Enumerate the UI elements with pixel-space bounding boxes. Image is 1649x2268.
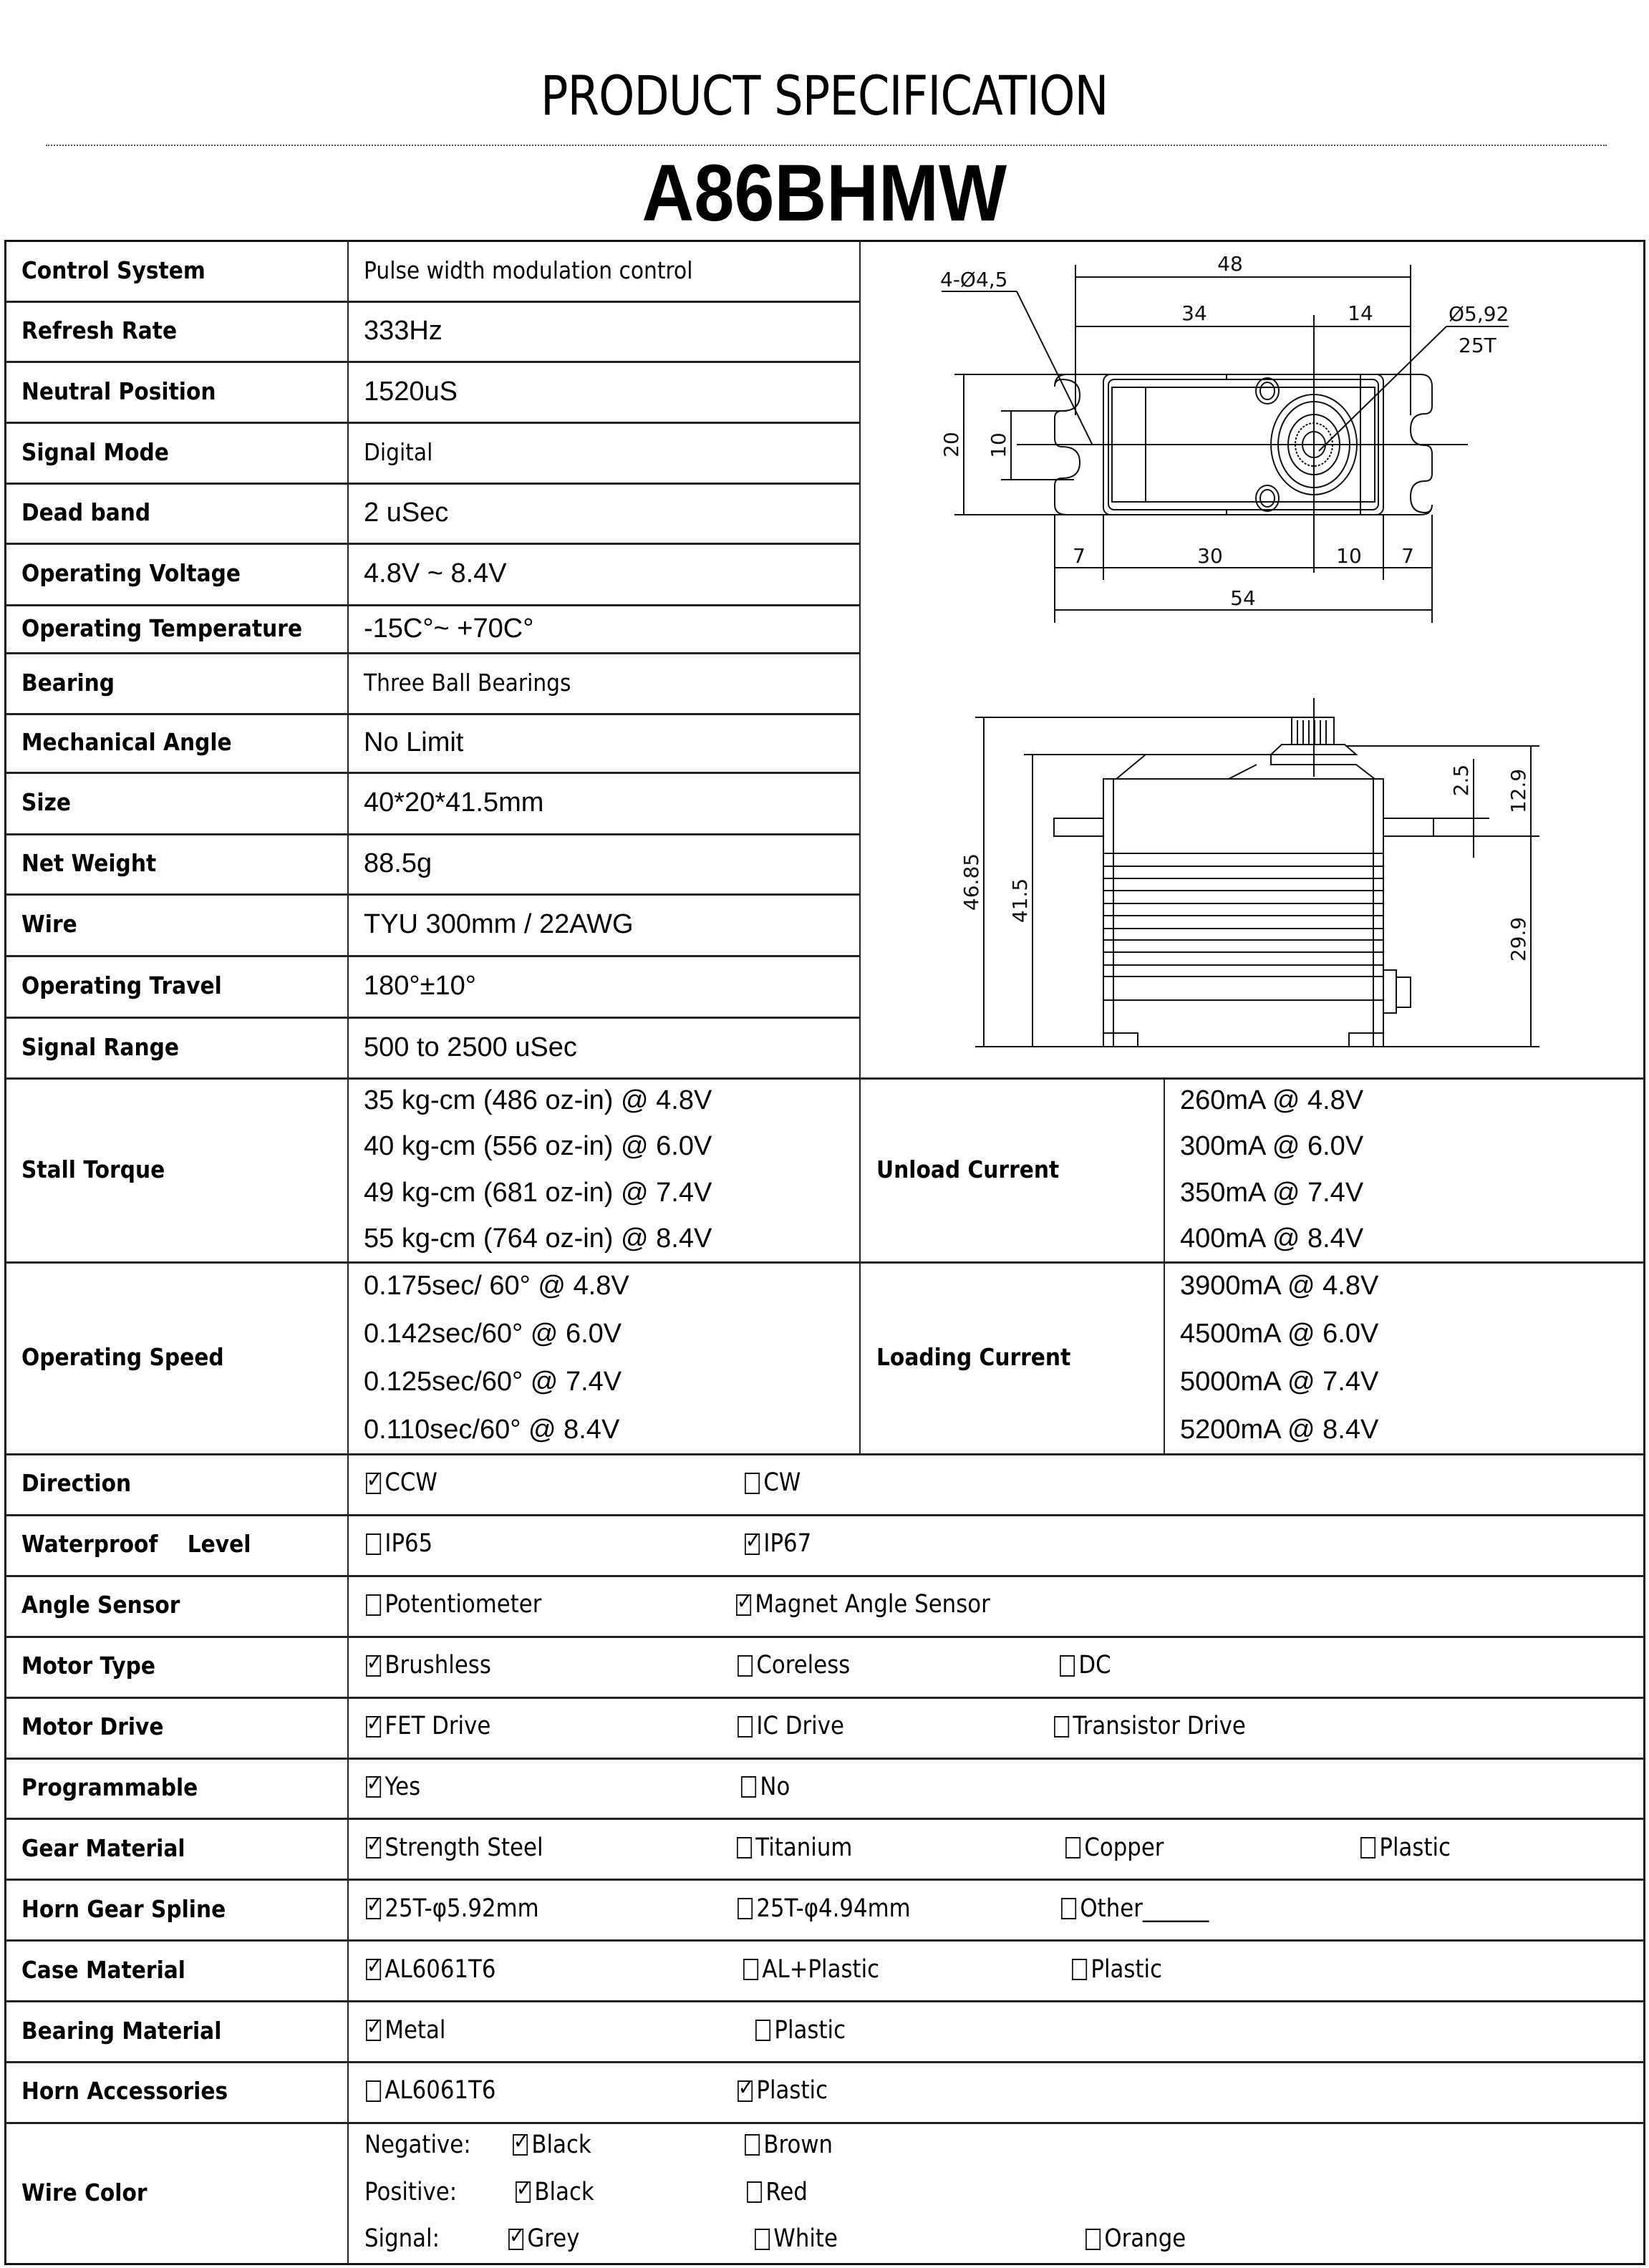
option-choice-text: Brushless [385,1651,491,1680]
row-divider [6,2061,1644,2063]
row-divider [6,833,859,835]
spec-label: Operating Voltage [21,559,241,587]
checkbox-icon[interactable] [747,2181,762,2203]
option-label: Gear Material [21,1833,185,1862]
checkbox-icon[interactable] [1085,2229,1101,2250]
dim-34: 34 [1181,301,1207,325]
option-choice-text: Plastic [756,2076,828,2105]
spec-label: Neutral Position [21,377,216,405]
row-divider [6,1453,1644,1455]
loading-current-value: 5000mA @ 7.4V [1180,1366,1379,1397]
spec-value: 180°±10° [364,971,476,1001]
option-choice[interactable] [738,1896,911,1922]
row-divider [6,713,859,715]
checkbox-icon[interactable] [1060,1655,1075,1677]
checked-checkbox-icon[interactable] [366,1837,381,1858]
wire-color-choice[interactable] [513,2130,591,2159]
dim-29-9: 29.9 [1507,916,1530,962]
wire-color-choice[interactable] [755,2226,838,2252]
operating-speed-label: Operating Speed [21,1343,224,1371]
dim-7-left: 7 [1073,544,1085,568]
checkbox-icon[interactable] [738,1898,753,1919]
option-choice-text: IP67 [763,1529,812,1559]
option-choice[interactable] [366,1833,543,1862]
option-choice-text: No [760,1772,790,1801]
wire-color-choice-text: Red [765,2177,808,2206]
wire-color-choice-text: Black [531,2130,591,2159]
wire-color-choice[interactable] [516,2177,594,2206]
row-divider [6,772,859,774]
operating-speed-value: 0.142sec/60° @ 6.0V [364,1318,622,1349]
spec-label: Size [21,788,72,816]
option-choice-text: Other______ [1080,1894,1209,1923]
option-choice-text: AL6061T6 [385,1954,496,1984]
option-choice-text: AL6061T6 [385,2076,496,2105]
option-choice-text: DC [1078,1651,1111,1680]
spec-label: Bearing [21,668,115,697]
spec-value: -15C°~ +70C° [364,613,534,644]
operating-speed-value: 0.110sec/60° @ 8.4V [364,1414,620,1445]
option-label: Waterproof Level [21,1530,251,1559]
option-choice[interactable] [1065,1833,1164,1862]
option-label: Motor Drive [21,1712,164,1741]
unload-current-value: 350mA @ 7.4V [1180,1177,1364,1208]
unload-current-value: 400mA @ 8.4V [1180,1223,1364,1254]
dim-spline: Ø5,92 [1449,302,1509,326]
stall-torque-label: Stall Torque [21,1155,165,1183]
document-title: PRODUCT SPECIFICATION [540,64,1108,127]
spec-label: Mechanical Angle [21,728,232,756]
checkbox-icon[interactable] [737,1837,752,1858]
option-choice[interactable] [738,2078,828,2103]
spec-label: Refresh Rate [21,316,178,344]
checkbox-icon[interactable] [743,1959,758,1980]
unload-current-label: Unload Current [876,1155,1060,1183]
option-choice[interactable] [366,1896,539,1922]
wire-color-choice-text: Brown [763,2130,833,2159]
option-label: Programmable [21,1773,198,1801]
dim-mount-hole: 4-Ø4,5 [940,268,1008,291]
loading-current-label: Loading Current [876,1343,1071,1371]
spec-value: Digital [364,437,433,466]
option-choice[interactable] [366,1714,490,1739]
option-choice[interactable] [1060,1653,1111,1678]
option-choice-text: Titanium [755,1833,853,1862]
option-choice-text: Magnet Angle Sensor [755,1590,990,1619]
row-divider [6,652,859,654]
option-choice-text: Transistor Drive [1073,1712,1246,1741]
row-divider [6,1758,1644,1760]
checkbox-icon[interactable] [745,1473,760,1494]
row-divider [6,1939,1644,1942]
option-choice-text: Coreless [756,1651,851,1680]
checkbox-icon[interactable] [1054,1716,1069,1738]
checked-checkbox-icon[interactable] [366,1716,381,1738]
spec-value: 1520uS [364,376,458,407]
option-choice[interactable] [737,1833,853,1862]
checked-checkbox-icon[interactable] [736,1594,751,1616]
dim-46-85: 46.85 [959,853,983,911]
stall-torque-value: 55 kg-cm (764 oz-in) @ 8.4V [364,1223,712,1254]
option-choice-text: 25T-φ4.94mm [756,1894,911,1923]
row-divider [6,1879,1644,1881]
spec-label: Control System [21,256,205,284]
option-choice[interactable] [755,2015,846,2045]
option-choice[interactable] [366,1653,491,1678]
wire-color-choice-text: Grey [527,2224,580,2254]
row-divider [6,301,859,303]
checkbox-icon[interactable] [741,1776,756,1798]
loading-current-value: 5200mA @ 8.4V [1180,1414,1379,1445]
option-choice[interactable] [741,1772,790,1801]
checked-checkbox-icon[interactable] [366,1655,381,1677]
checked-checkbox-icon[interactable] [516,2181,531,2203]
operating-speed-value: 0.175sec/ 60° @ 4.8V [364,1270,629,1301]
dim-2-5: 2.5 [1449,764,1473,797]
checked-checkbox-icon[interactable] [366,1473,381,1494]
servo-dimension-drawing [0,0,1649,1081]
option-choice[interactable] [1360,1833,1451,1862]
checkbox-icon[interactable] [1360,1837,1375,1858]
loading-current-value: 4500mA @ 6.0V [1180,1318,1379,1349]
option-choice[interactable] [1072,1954,1163,1984]
option-label: Bearing Material [21,2016,222,2045]
option-choice-text: IP65 [385,1529,433,1559]
spec-value: Three Ball Bearings [364,668,571,697]
dim-spline-teeth: 25T [1459,334,1496,357]
wire-role-label: Signal: [364,2224,440,2254]
row-divider [6,1514,1644,1516]
option-choice-text: Plastic [1091,1954,1163,1984]
option-choice[interactable] [366,1954,496,1984]
checkbox-icon[interactable] [755,2020,770,2041]
option-choice[interactable] [738,1714,844,1739]
checked-checkbox-icon[interactable] [366,1898,381,1919]
option-choice-text: Strength Steel [385,1833,543,1862]
dim-48: 48 [1217,252,1243,276]
checked-checkbox-icon[interactable] [366,1776,381,1798]
option-choice[interactable] [366,2078,495,2103]
cooling-fin [1103,952,1383,965]
unload-current-value: 300mA @ 6.0V [1180,1131,1364,1162]
stall-torque-value: 35 kg-cm (486 oz-in) @ 4.8V [364,1085,712,1116]
option-choice-text: Plastic [1379,1833,1451,1862]
option-choice-text: CW [763,1468,801,1498]
operating-speed-value: 0.125sec/60° @ 7.4V [364,1366,622,1397]
spec-label: Signal Range [21,1032,180,1061]
checked-checkbox-icon[interactable] [366,1959,381,1980]
checkbox-icon[interactable] [1065,1837,1080,1858]
dim-12-9: 12.9 [1507,768,1530,814]
wire-color-choice[interactable] [745,2130,833,2159]
option-choice[interactable] [736,1592,990,1617]
option-choice-text: FET Drive [385,1712,491,1741]
row-divider [6,2000,1644,2002]
wire-role-label: Negative: [364,2130,471,2159]
stall-torque-value: 49 kg-cm (681 oz-in) @ 7.4V [364,1177,712,1208]
unload-current-value: 260mA @ 4.8V [1180,1085,1364,1116]
checkbox-icon[interactable] [755,2229,770,2250]
option-choice-text: Plastic [774,2015,846,2045]
spec-label: Net Weight [21,849,157,877]
spec-label: Dead band [21,498,151,526]
checkbox-icon[interactable] [366,1533,381,1555]
row-divider [6,1818,1644,1820]
cooling-fin [1103,878,1383,891]
dim-10: 10 [987,432,1010,458]
wire-color-choice-text: White [773,2224,838,2254]
spec-value: 4.8V ~ 8.4V [364,558,507,588]
option-choice[interactable] [366,2015,446,2045]
dim-54: 54 [1230,586,1256,610]
row-divider [6,483,859,485]
checkbox-icon[interactable] [738,1655,753,1677]
row-divider [6,543,859,545]
checked-checkbox-icon[interactable] [513,2134,528,2156]
row-divider [6,1697,1644,1699]
spec-value: 88.5g [364,848,432,878]
option-choice-text: IC Drive [756,1712,844,1741]
spec-value: No Limit [364,727,464,757]
option-choice-text: 25T-φ5.92mm [385,1894,539,1923]
spec-value: 500 to 2500 uSec [364,1032,577,1062]
row-divider [6,422,859,424]
row-divider [6,1077,1644,1080]
wire-color-choice[interactable] [1085,2226,1186,2252]
checked-checkbox-icon[interactable] [738,2080,753,2102]
wire-color-choice[interactable] [508,2226,579,2252]
option-choice[interactable] [366,1529,433,1559]
checked-checkbox-icon[interactable] [508,2229,523,2250]
cooling-fin [1103,903,1383,916]
dim-14: 14 [1348,301,1373,325]
option-choice-text: Metal [385,2015,446,2045]
dim-7-right: 7 [1401,544,1414,568]
option-choice-text: CCW [385,1468,437,1498]
option-choice[interactable] [366,1592,541,1617]
option-label: Motor Type [21,1652,156,1680]
model-number: A86BHMW [642,148,1007,238]
dim-10-bottom: 10 [1336,544,1362,568]
option-label: Direction [21,1469,132,1498]
dim-30: 30 [1197,544,1223,568]
row-divider [6,1261,1644,1264]
option-choice[interactable] [1061,1896,1209,1922]
row-divider [6,361,859,363]
option-choice[interactable] [366,1772,421,1801]
wire-color-choice-text: Orange [1104,2224,1186,2254]
row-divider [6,1017,859,1019]
option-choice-text: AL+Plastic [762,1954,880,1984]
wire-role-label: Positive: [364,2177,458,2206]
checked-checkbox-icon[interactable] [366,2020,381,2041]
row-divider [6,1575,1644,1577]
checkbox-icon[interactable] [738,1716,753,1738]
cooling-fin [1103,929,1383,940]
option-label: Case Material [21,1955,185,1984]
wire-color-choice-text: Black [534,2177,594,2206]
option-choice-text: Copper [1084,1833,1164,1862]
row-divider [6,2122,1644,2124]
option-choice[interactable] [745,1529,812,1559]
loading-current-value: 3900mA @ 4.8V [1180,1270,1379,1301]
column-divider [1164,1077,1165,1453]
wire-color-choice[interactable] [747,2177,808,2206]
dim-41-5: 41.5 [1008,878,1032,924]
spec-label: Operating Temperature [21,614,303,642]
option-choice[interactable] [1054,1714,1246,1739]
spec-label: Operating Travel [21,971,222,999]
wire-color-label: Wire Color [21,2178,148,2206]
option-label: Horn Accessories [21,2077,228,2105]
checkbox-icon[interactable] [366,2080,381,2102]
spec-value: 40*20*41.5mm [364,788,544,818]
option-label: Angle Sensor [21,1591,180,1619]
row-divider [6,955,859,957]
spec-value: Pulse width modulation control [364,256,693,284]
checkbox-icon[interactable] [1061,1898,1076,1919]
option-choice[interactable] [743,1954,880,1984]
row-divider [6,1636,1644,1638]
spec-value: TYU 300mm / 22AWG [364,909,634,939]
checkbox-icon[interactable] [366,1594,381,1616]
cooling-fin [1103,853,1383,866]
option-choice[interactable] [745,1470,801,1496]
cooling-fin [1103,976,1383,1000]
option-label: Horn Gear Spline [21,1894,226,1923]
stall-torque-value: 40 kg-cm (556 oz-in) @ 6.0V [364,1131,712,1162]
option-choice[interactable] [738,1653,850,1678]
option-choice-text: Yes [385,1772,421,1801]
spec-label: Signal Mode [21,437,169,466]
row-divider [6,893,859,896]
option-choice-text: Potentiometer [385,1590,542,1619]
checked-checkbox-icon[interactable] [745,1533,760,1555]
spec-label: Wire [21,910,77,938]
row-divider [6,604,859,606]
spec-value: 333Hz [364,316,443,346]
checkbox-icon[interactable] [745,2134,760,2156]
dim-20: 20 [939,432,963,457]
spec-value: 2 uSec [364,498,449,528]
checkbox-icon[interactable] [1072,1959,1087,1980]
option-choice[interactable] [366,1470,437,1496]
